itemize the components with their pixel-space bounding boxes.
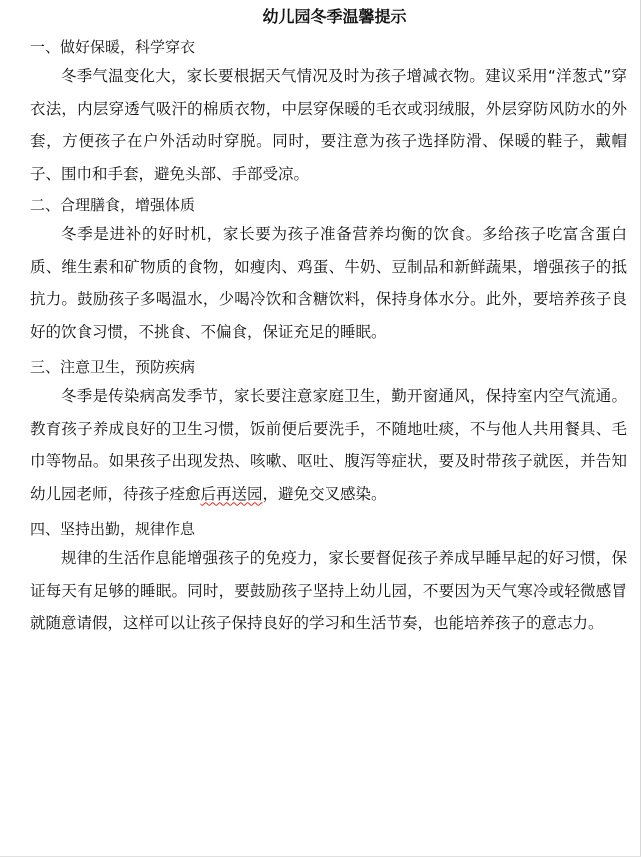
section-body-diet: 冬季是进补的好时机，家长要为孩子准备营养均衡的饮食。多给孩子吃富含蛋白质、维生素和矿物质的食物，如瘦肉、鸡蛋、牛奶、豆制品和新鲜蔬果，增强孩子的抵抗力。鼓励孩子多喝温水，少喝冷饮和含糖饮料，保持身体水分。此外，要培养孩子良好的饮食习惯，不挑食、不偏食，保证充足的睡眠。 — [30, 225, 627, 341]
section-body-clothing: 冬季气温变化大，家长要根据天气情况及时为孩子增减衣物。建议采用“洋葱式”穿衣法，内层穿透气吸汗的棉质衣物，中层穿保暖的毛衣或羽绒服，外层穿防风防水的外套，方便孩子在户外活动时穿脱。同时，要注意为孩子选择防滑、保暖的鞋子，戴帽子、围巾和手套，避免头部、手部受凉。 — [30, 67, 627, 183]
document-title: 幼儿园冬季温馨提示 — [262, 7, 407, 26]
section-heading-attendance: 四、坚持出勤，规律作息 — [30, 520, 196, 538]
section-body-hygiene-text-1: 冬季是传染病高发季节，家长要注意家庭卫生，勤开窗通风，保持室内空气流通。教育孩子养成良好的卫生习惯，饭前便后要洗手，不随地吐痰，不与他人共用餐具、毛巾等物品。如果孩子出现发热、咳嗽、呕吐、腹泻等症状，要及时带孩子就医，并告知幼儿园老师，待孩子痊愈 — [30, 387, 627, 503]
section-heading-hygiene: 三、注意卫生，预防疾病 — [30, 358, 196, 376]
spellcheck-flagged-text[interactable]: 后再送园 — [200, 484, 263, 503]
section-heading-clothing: 一、做好保暖，科学穿衣 — [30, 38, 196, 56]
section-body-attendance: 规律的生活作息能增强孩子的免疫力，家长要督促孩子养成早睡早起的好习惯，保证每天有足够的睡眠。同时，要鼓励孩子坚持上幼儿园，不要因为天气寒冷或轻微感冒就随意请假，这样可以让孩子保持良好的学习和生活节奏，也能培养孩子的意志力。 — [30, 549, 627, 632]
section-body-hygiene — [30, 380, 627, 510]
section-heading-diet: 二、合理膳食，增强体质 — [30, 196, 196, 214]
section-body-hygiene-text-2: ，避免交叉感染。 — [262, 484, 387, 503]
